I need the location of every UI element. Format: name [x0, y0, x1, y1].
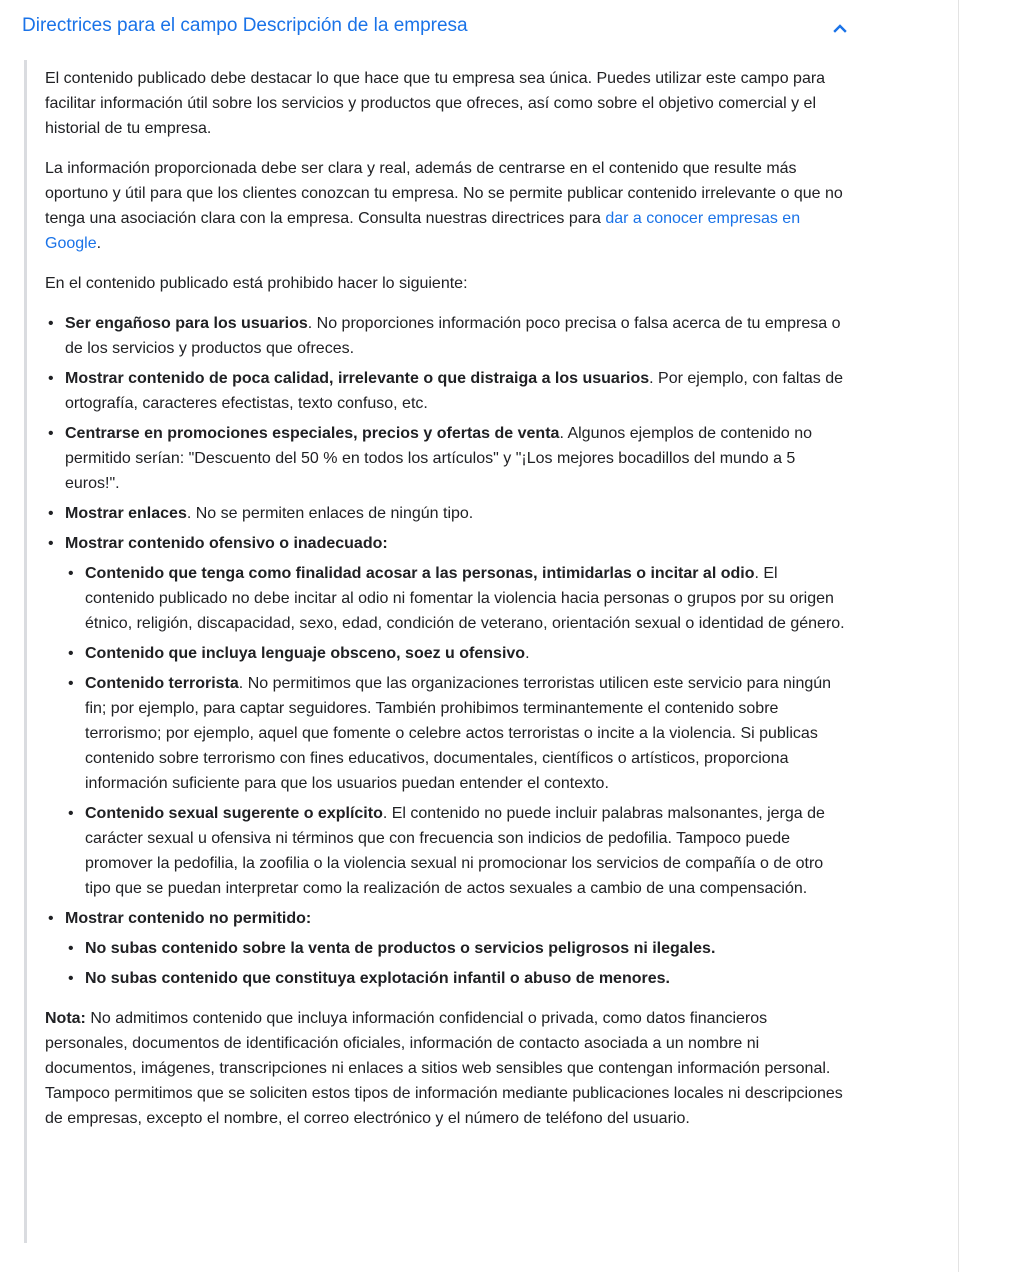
intro-paragraph: El contenido publicado debe destacar lo que hace que tu empresa sea única. Puedes utilizar este campo para facilitar información útil sobre los servicios y productos que ofreces, así como sobre el objetivo comercial y el historial de tu empresa.	[45, 70, 826, 137]
list-item	[45, 366, 850, 416]
sublist-item-text: . El contenido publicado no debe incitar al odio ni fomentar la violencia hacia personas o grupos por su origen étnico, religión, discapacidad, sexo, edad, condición de veterano, orientación sexual o identidad de género.	[85, 565, 845, 632]
list-item-text: . No proporciones información poco precisa o falsa acerca de tu empresa o de los servicios y productos que ofreces.	[65, 315, 841, 357]
list-item-title: Ser engañoso para los usuarios	[65, 315, 308, 332]
accordion-title[interactable]: Directrices para el campo Descripción de la empresa	[22, 15, 468, 36]
right-divider	[958, 0, 959, 1272]
chevron-up-icon[interactable]	[828, 18, 852, 38]
list-item-title: Centrarse en promociones especiales, precios y ofertas de venta	[65, 425, 560, 442]
list-item-title: Mostrar contenido no permitido:	[65, 910, 312, 927]
accordion-content	[24, 60, 850, 1243]
sublist-item-title: Contenido terrorista	[85, 675, 239, 692]
note-label: Nota:	[45, 1010, 86, 1027]
note-paragraph	[45, 1006, 850, 1131]
list-item	[45, 501, 850, 526]
sublist-item	[65, 801, 850, 901]
list-item	[45, 421, 850, 496]
sublist-item-title: No subas contenido que constituya explotación infantil o abuso de menores.	[85, 970, 670, 987]
sublist-item	[65, 641, 850, 666]
sublist-item	[65, 966, 850, 991]
list-item-text: . Algunos ejemplos de contenido no permitido serían: "Descuento del 50 % en todos los artículos" y "¡Los mejores bocadillos del mundo a 5 euros!".	[65, 425, 813, 492]
sublist-item-text: . El contenido no puede incluir palabras malsonantes, jerga de carácter sexual u ofensiva ni términos que con frecuencia son indicios de pedofilia. Tampoco puede promover la pedofilia, la zoofilia o la violencia sexual ni promocionar los servicios de compañía o de otro tipo que se puedan interpretar como la realización de actos sexuales a cambio de una compensación.	[85, 805, 825, 897]
sublist-item	[65, 561, 850, 636]
sublist-item-title: Contenido sexual sugerente o explícito	[85, 805, 383, 822]
clarity-paragraph	[45, 156, 850, 256]
list-item-text: . No se permiten enlaces de ningún tipo.	[186, 505, 474, 522]
list-item-text: . Por ejemplo, con faltas de ortografía, caracteres efectistas, texto confuso, etc.	[65, 370, 844, 412]
clarity-end: .	[96, 235, 102, 252]
clarity-text: La información proporcionada debe ser clara y real, además de centrarse en el contenido que resulte más oportuno y útil para que los clientes conozcan tu empresa. No se permite publicar contenido irrelevante o que no tenga una asociación clara con la empresa. Consulta nuestras directrices para	[45, 160, 843, 227]
sublist-item-title: No subas contenido sobre la venta de productos o servicios peligrosos ni ilegales.	[85, 940, 716, 957]
sublist-item-title: Contenido que tenga como finalidad acosar a las personas, intimidarlas o incitar al odio	[85, 565, 755, 582]
offensive-sublist	[65, 561, 850, 901]
prohibited-list	[45, 311, 850, 991]
sublist-item-text: . No permitimos que las organizaciones terroristas utilicen este servicio para ningún fin; por ejemplo, para captar seguidores. También prohibimos terminantemente el contenido sobre terrorismo; por ejemplo, aquel que fomente o celebre actos terroristas o incite a la violencia. Si publicas contenido sobre terrorismo con fines educativos, documentales, científicos o artísticos, proporciona información suficiente para que los usuarios puedan entender el contexto.	[85, 675, 832, 792]
sublist-item-title: Contenido que incluya lenguaje obsceno, soez u ofensivo	[85, 645, 526, 662]
list-item	[45, 906, 850, 991]
list-item-title: Mostrar contenido de poca calidad, irrelevante o que distraiga a los usuarios	[65, 370, 650, 387]
list-item-title: Mostrar contenido ofensivo o inadecuado:	[65, 535, 388, 552]
note-text: No admitimos contenido que incluya información confidencial o privada, como datos financieros personales, documentos de identificación oficiales, información de contacto asociada a un nombre ni documentos, imágenes, transcripciones ni enlaces a sitios web sensibles que contengan información personal. Tampoco permitimos que se soliciten estos tipos de información mediante publicaciones locales ni descripciones de empresas, excepto el nombre, el correo electrónico y el número de teléfono del usuario.	[45, 1010, 843, 1127]
sublist-item	[65, 671, 850, 796]
guidelines-link[interactable]: dar a conocer empresas en Google	[45, 210, 801, 252]
prohibited-intro: En el contenido publicado está prohibido hacer lo siguiente:	[45, 275, 468, 292]
list-item	[45, 531, 850, 901]
sublist-item	[65, 936, 850, 961]
accordion-header[interactable]	[0, 0, 958, 52]
sublist-item-text: .	[525, 645, 530, 662]
list-item-title: Mostrar enlaces	[65, 505, 187, 522]
forbidden-sublist	[65, 936, 850, 991]
list-item	[45, 311, 850, 361]
